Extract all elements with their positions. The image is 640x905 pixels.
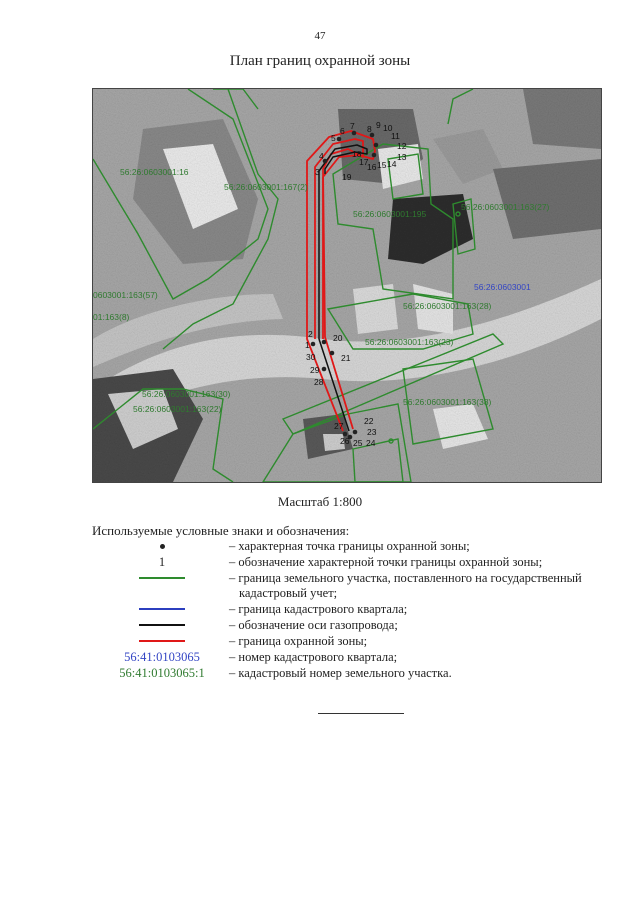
point-number: 3 xyxy=(315,167,320,177)
protection-zone-line-icon xyxy=(139,640,185,642)
parcel-label: 56:26:0603001:163(27) xyxy=(461,202,550,212)
quarter-boundary-line-icon xyxy=(139,608,185,610)
legend-item-parcel-boundary: – граница земельного участка, поставленного на государственный xyxy=(92,570,612,586)
point-number: 28 xyxy=(314,377,324,387)
point-number: 30 xyxy=(306,352,316,362)
parcel-label: 01:163(8) xyxy=(93,312,130,322)
boundary-point xyxy=(311,342,316,347)
parcel-label: 56:26:0603001:163(22) xyxy=(133,404,222,414)
point-number: 25 xyxy=(353,438,363,448)
point-number: 27 xyxy=(334,421,344,431)
quarter-label: 56:26:0603001 xyxy=(474,282,531,292)
boundary-point xyxy=(352,131,357,136)
point-number: 26 xyxy=(340,436,350,446)
point-number: 2 xyxy=(308,329,313,339)
map-frame[interactable] xyxy=(92,88,602,483)
parcel-label: 56:26:0603001:163(23) xyxy=(365,337,454,347)
parcel-label: 56:26:0603001:163(38) xyxy=(403,397,492,407)
legend-title: Используемые условные знаки и обозначения: xyxy=(92,523,350,538)
page-number: 47 xyxy=(314,30,326,42)
point-marker-icon xyxy=(160,544,165,549)
boundary-point xyxy=(372,153,377,158)
legend-item-point: – характерная точка границы охранной зоны; xyxy=(92,538,612,554)
legend-item-parcel-boundary-cont: кадастровый учет; xyxy=(239,586,338,600)
point-number: 8 xyxy=(367,124,372,134)
point-number: 22 xyxy=(364,416,374,426)
legend-item-quarter-number: 56:41:0103065 – номер кадастрового квартала; xyxy=(124,649,398,664)
point-number: 1 xyxy=(305,340,310,350)
parcel-boundary-line-icon xyxy=(139,577,185,579)
point-number: 4 xyxy=(319,151,324,161)
point-number: 15 xyxy=(377,160,387,170)
map-canvas xyxy=(93,89,601,482)
boundary-point xyxy=(330,351,335,356)
point-number: 21 xyxy=(341,353,351,363)
parcel-label: 56:26:0603001:163(28) xyxy=(403,301,492,311)
legend-item-quarter-boundary: – граница кадастрового квартала; xyxy=(92,601,612,617)
point-number: 14 xyxy=(387,159,397,169)
point-number: 23 xyxy=(367,427,377,437)
point-number: 7 xyxy=(350,121,355,131)
point-number: 10 xyxy=(383,123,393,133)
gas-axis-line-icon xyxy=(139,624,185,626)
parcel-label: 56:26:0603001:16 xyxy=(120,167,189,177)
point-number: 29 xyxy=(310,365,320,375)
point-number: 12 xyxy=(397,141,407,151)
point-number: 24 xyxy=(366,438,376,448)
point-number: 19 xyxy=(342,172,352,182)
parcel-label: 0603001:163(57) xyxy=(93,290,158,300)
point-number: 13 xyxy=(397,152,407,162)
point-number: 18 xyxy=(352,149,362,159)
point-number: 5 xyxy=(331,133,336,143)
point-number: 17 xyxy=(359,157,369,167)
legend-item-gas-axis: – обозначение оси газопровода; xyxy=(92,617,612,633)
point-number: 9 xyxy=(376,120,381,130)
boundary-point xyxy=(337,137,342,142)
boundary-point xyxy=(322,340,327,345)
legend-item-parcel-number: 56:41:0103065:1 – кадастровый номер земельного участка. xyxy=(119,665,452,680)
legend-item-protection-zone: – граница охранной зоны; xyxy=(92,633,612,649)
boundary-point xyxy=(353,430,358,435)
boundary-point xyxy=(374,143,379,148)
point-number: 16 xyxy=(367,162,377,172)
quarter-labels xyxy=(474,282,531,292)
point-number: 20 xyxy=(333,333,343,343)
map-scale: Масштаб 1:800 xyxy=(277,494,363,509)
point-number: 11 xyxy=(391,131,400,141)
legend-item-point-number: 1 – обозначение характерной точки границы охранной зоны; xyxy=(158,554,543,569)
point-number: 6 xyxy=(340,126,345,136)
parcel-label: 56:26:0603001:167(2) xyxy=(224,182,308,192)
boundary-point xyxy=(322,367,327,372)
page-title: План границ охранной зоны xyxy=(229,53,411,69)
parcel-label: 56:26:0603001:163(30) xyxy=(142,389,231,399)
signature-line xyxy=(318,713,404,714)
parcel-label: 56:26:0603001:195 xyxy=(353,209,427,219)
